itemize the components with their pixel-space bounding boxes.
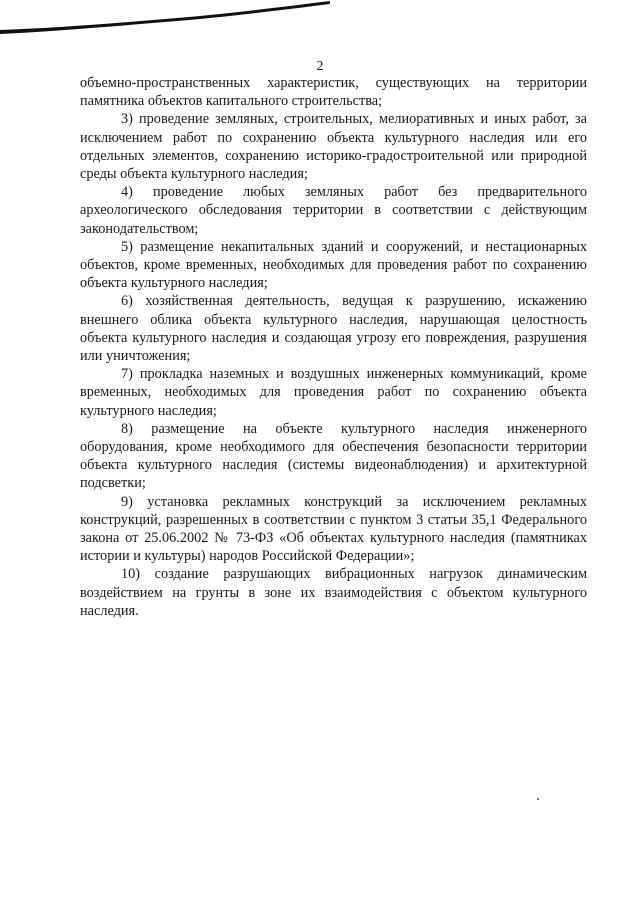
- list-item-5: 5) размещение некапитальных зданий и сооружений, и нестационарных объектов, кроме временных, необходимых для проведения работ по сохранению объекта культурного наследия;: [80, 238, 587, 292]
- page-number: 2: [316, 59, 324, 74]
- list-item-10: 10) создание разрушающих вибрационных нагрузок динамическим воздействием на грунты в зоне их взаимодействия с объектом культурного наследия.: [80, 566, 587, 619]
- scan-speck: [537, 798, 539, 800]
- list-item-7: 7) прокладка наземных и воздушных инженерных коммуникаций, кроме временных, необходимых для проведения работ по сохранению объекта культурного наследия;: [80, 366, 587, 419]
- scan-edge-mark: [0, 0, 330, 40]
- list-item-8: 8) размещение на объекте культурного наследия инженерного оборудования, кроме необходимого для обеспечения безопасности территории объекта культурного наследия (системы видеонаблюдения) и архитектурной подсветки;: [80, 420, 587, 492]
- list-item-4: 4) проведение любых земляных работ без предварительного археологического обследования территории в соответствии с действующим законодательством;: [80, 184, 587, 237]
- list-item-9: 9) установка рекламных конструкций за исключением рекламных конструкций, разрешенных в соответствии с пунктом 3 статьи 35,1 Федерального закона от 25.06.2002 № 73-ФЗ «Об объектах культурного наследия (памятниках истории и культуры) народов Российской Федерации»;: [80, 493, 587, 565]
- list-item-6: 6) хозяйственная деятельность, ведущая к разрушению, искажению внешнего облика объекта культурного наследия, нарушающая целостность объекта культурного наследия и создающая угрозу его повреждения, разрушения или уничтожения;: [80, 293, 587, 365]
- document-body: [80, 74, 587, 620]
- list-item-3: 3) проведение земляных, строительных, мелиоративных и иных работ, за исключением работ по сохранению объекта культурного наследия или его отдельных элементов, сохранению историко-градостроительной или природной среды объекта культурного наследия;: [80, 111, 587, 183]
- paragraph-continuation: объемно-пространственных характеристик, существующих на территории памятника объектов капитального строительства;: [80, 75, 587, 110]
